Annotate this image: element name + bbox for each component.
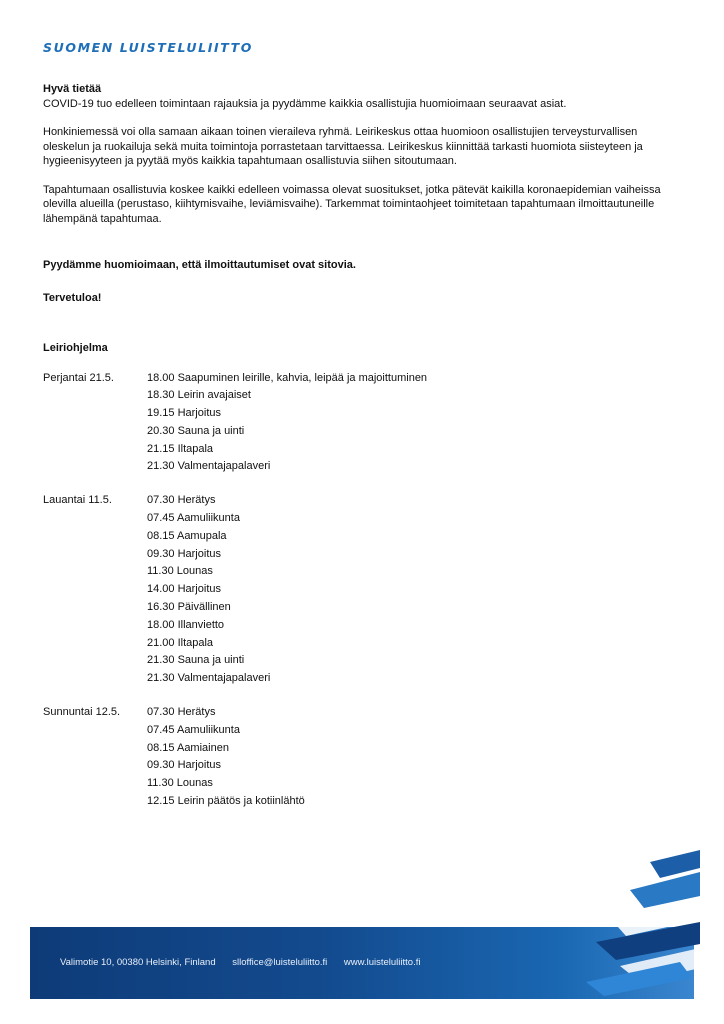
schedule-day-sunday <box>43 704 683 811</box>
schedule-item: 19.15 Harjoitus <box>147 407 221 420</box>
schedule-item: 16.30 Päivällinen <box>147 601 231 614</box>
schedule-item: 20.30 Sauna ja uinti <box>147 424 245 437</box>
schedule-item: 08.15 Aamiainen <box>147 741 229 754</box>
schedule-item: 18.00 Saapuminen leirille, kahvia, leipää ja majoittuminen <box>147 371 428 384</box>
schedule-item: 07.45 Aamuliikunta <box>147 512 240 525</box>
schedule-item: 21.30 Valmentajapalaveri <box>147 672 271 685</box>
schedule <box>43 370 683 811</box>
day-label: Lauantai 11.5. <box>43 494 112 507</box>
schedule-item: 09.30 Harjoitus <box>147 547 221 560</box>
brand-logo: SUOMEN LUISTELULIITTO <box>43 40 253 55</box>
day-label: Perjantai 21.5. <box>43 371 114 384</box>
schedule-item: 18.00 Illanvietto <box>147 618 225 631</box>
footer-email[interactable]: slloffice@luisteluliitto.fi <box>232 957 328 968</box>
footer-address: Valimotie 10, 00380 Helsinki, Finland <box>60 957 216 968</box>
schedule-item: 21.30 Sauna ja uinti <box>147 654 245 667</box>
schedule-item: 07.45 Aamuliikunta <box>147 723 240 736</box>
schedule-heading: Leiriohjelma <box>43 342 108 354</box>
schedule-item: 18.30 Leirin avajaiset <box>147 389 251 402</box>
document-body <box>43 82 683 827</box>
schedule-item: 14.00 Harjoitus <box>147 583 221 596</box>
intro-paragraph-3: Tapahtumaan osallistuvia koskee kaikki edelleen voimassa olevat suositukset, jotka pätevät kaikilla koronaepidemian vaiheissa olevilla alueilla (perustaso, kiihtymisvaihe, leviämisvaihe). Tarkemmat toimintaohjeet toimitetaan tapahtumaan ilmoittautuneille lähempänä tapahtumaa. <box>43 183 661 225</box>
schedule-item: 08.15 Aamupala <box>147 529 227 542</box>
binding-notice: Pyydämme huomioimaan, että ilmoittautumiset ovat sitovia. <box>43 259 356 271</box>
footer-contact <box>60 957 434 968</box>
schedule-item: 07.30 Herätys <box>147 494 216 507</box>
schedule-item: 21.00 Iltapala <box>147 636 214 649</box>
intro-paragraph-1: COVID-19 tuo edelleen toimintaan rajauksia ja pyydämme kaikkia osallistujia huomioimaan seuraavat asiat. <box>43 97 567 110</box>
schedule-item: 07.30 Herätys <box>147 706 216 719</box>
schedule-item: 21.30 Valmentajapalaveri <box>147 460 271 473</box>
schedule-item: 09.30 Harjoitus <box>147 759 221 772</box>
schedule-item: 12.15 Leirin päätös ja kotiinlähtö <box>147 795 305 808</box>
schedule-day-saturday <box>43 492 683 688</box>
intro-paragraph-2: Honkiniemessä voi olla samaan aikaan toinen vieraileva ryhmä. Leirikeskus ottaa huomioon osallistujien terveysturvallisen oleskelun ja ruokailuja sekä muita toimintoja porrastetaan tarvittaessa. Leirikeskus kiinnittää tarkasti huomiota siisteyteen ja hygieenisyyteen ja pyytää myös kaikkia tapahtumaan osallistuvia siihen sitoutumaan. <box>43 126 643 167</box>
welcome-text: Tervetuloa! <box>43 291 102 304</box>
schedule-item: 11.30 Lounas <box>147 565 213 578</box>
schedule-item: 11.30 Lounas <box>147 777 213 790</box>
schedule-item: 21.15 Iltapala <box>147 442 214 455</box>
day-label: Sunnuntai 12.5. <box>43 706 121 719</box>
footer-website[interactable]: www.luisteluliitto.fi <box>343 957 421 968</box>
decorative-stripes-graphic <box>560 850 700 1000</box>
schedule-day-friday <box>43 370 683 477</box>
intro-heading: Hyvä tietää <box>43 83 102 95</box>
